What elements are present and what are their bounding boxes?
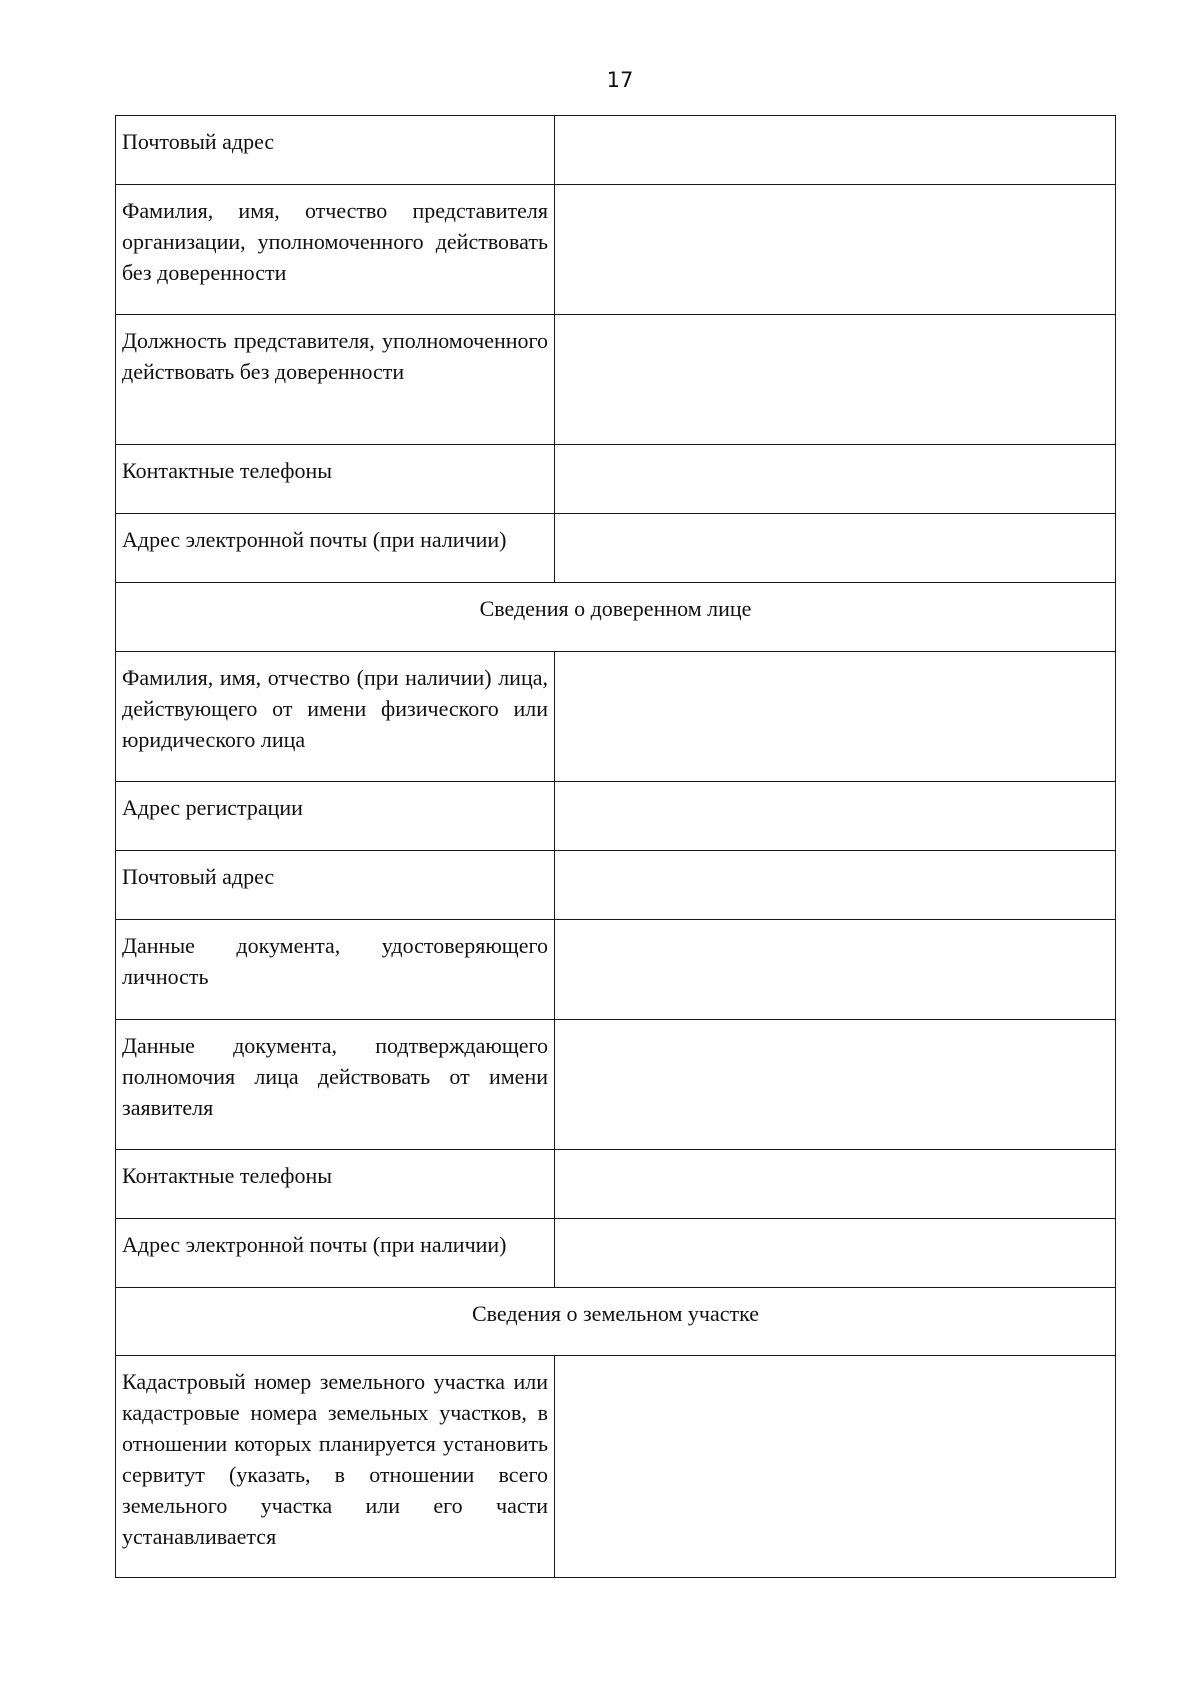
field-value-email[interactable] bbox=[555, 514, 1116, 583]
field-label-authority-document: Данные документа, подтверждающего полномочия лица действовать от имени заявителя bbox=[116, 1020, 555, 1150]
section-row bbox=[116, 583, 1116, 652]
table-row bbox=[116, 445, 1116, 514]
field-value-representative-position[interactable] bbox=[555, 315, 1116, 445]
field-label-phones: Контактные телефоны bbox=[116, 445, 555, 514]
section-row bbox=[116, 1288, 1116, 1356]
table-row bbox=[116, 1020, 1116, 1150]
section-heading-trusted-person: Сведения о доверенном лице bbox=[116, 583, 1116, 652]
field-value-postal-address-trusted[interactable] bbox=[555, 851, 1116, 920]
field-value-phones-trusted[interactable] bbox=[555, 1150, 1116, 1219]
table-row bbox=[116, 652, 1116, 782]
field-label-postal-address: Почтовый адрес bbox=[116, 116, 555, 185]
page-number: 17 bbox=[606, 68, 634, 92]
table-row bbox=[116, 782, 1116, 851]
field-value-authority-document[interactable] bbox=[555, 1020, 1116, 1150]
table-row bbox=[116, 116, 1116, 185]
table-row bbox=[116, 851, 1116, 920]
field-value-org-representative-name[interactable] bbox=[555, 185, 1116, 315]
field-label-identity-document: Данные документа, удостоверяющего личность bbox=[116, 920, 555, 1020]
field-label-email: Адрес электронной почты (при наличии) bbox=[116, 514, 555, 583]
field-value-postal-address[interactable] bbox=[555, 116, 1116, 185]
field-value-phones[interactable] bbox=[555, 445, 1116, 514]
table-row bbox=[116, 1356, 1116, 1578]
table-row bbox=[116, 1150, 1116, 1219]
field-label-phones-trusted: Контактные телефоны bbox=[116, 1150, 555, 1219]
table-row bbox=[116, 920, 1116, 1020]
field-value-identity-document[interactable] bbox=[555, 920, 1116, 1020]
table-row bbox=[116, 514, 1116, 583]
table-row bbox=[116, 185, 1116, 315]
field-label-email-trusted: Адрес электронной почты (при наличии) bbox=[116, 1219, 555, 1288]
table-row bbox=[116, 315, 1116, 445]
application-form-table bbox=[115, 115, 1116, 1578]
field-value-registration-address[interactable] bbox=[555, 782, 1116, 851]
field-value-trusted-person-name[interactable] bbox=[555, 652, 1116, 782]
field-label-postal-address-trusted: Почтовый адрес bbox=[116, 851, 555, 920]
field-label-registration-address: Адрес регистрации bbox=[116, 782, 555, 851]
section-heading-land-plot: Сведения о земельном участке bbox=[116, 1288, 1116, 1356]
field-label-cadastral-number: Кадастровый номер земельного участка или кадастровые номера земельных участков, в отношении которых планируется установить сервитут (указать, в отношении всего земельного участка или его части устанавливается bbox=[116, 1356, 555, 1578]
field-label-trusted-person-name: Фамилия, имя, отчество (при наличии) лица, действующего от имени физического или юридического лица bbox=[116, 652, 555, 782]
field-label-representative-position: Должность представителя, уполномоченного действовать без доверенности bbox=[116, 315, 555, 445]
field-label-org-representative-name: Фамилия, имя, отчество представителя организации, уполномоченного действовать без доверенности bbox=[116, 185, 555, 315]
field-value-cadastral-number[interactable] bbox=[555, 1356, 1116, 1578]
field-value-email-trusted[interactable] bbox=[555, 1219, 1116, 1288]
table-row bbox=[116, 1219, 1116, 1288]
